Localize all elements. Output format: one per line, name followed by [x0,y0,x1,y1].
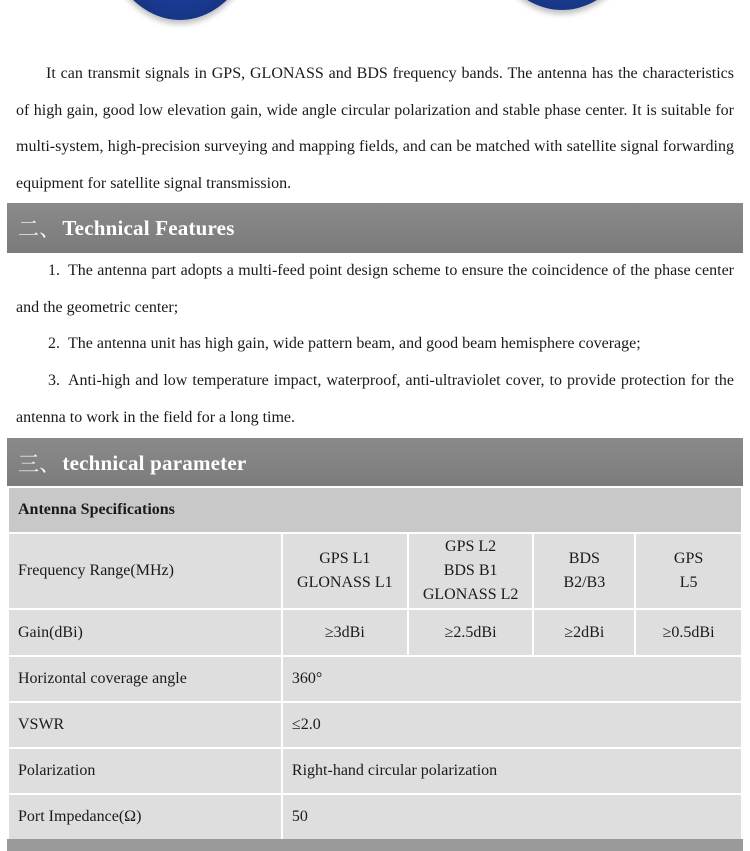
antenna-image-right [482,0,642,10]
row-label: Frequency Range(MHz) [8,533,282,609]
technical-parameter-heading [7,438,743,488]
table-row [8,609,742,656]
next-section-bar [7,839,743,851]
technical-features-heading [7,203,743,253]
band-cell: GPS L1 GLONASS L1 [282,533,408,609]
table-row [8,533,742,609]
table-title: Antenna Specifications [8,487,742,533]
feature-item: 1. The antenna part adopts a multi-feed point design scheme to ensure the coincidence of the phase center and the geometric center; [16,262,734,316]
row-label: Horizontal coverage angle [8,656,282,702]
feature-item: 2. The antenna unit has high gain, wide pattern beam, and good beam hemisphere coverage; [48,335,641,353]
table-row [8,794,742,840]
band-cell: BDS B2/B3 [533,533,635,609]
band-cell: GPS L5 [635,533,742,609]
table-row [8,656,742,702]
intro-text: It can transmit signals in GPS, GLONASS and BDS frequency bands. The antenna has the characteristics of high gain, good low elevation gain, wide angle circular polarization and stable phase center. It is suitable for multi-system, high-precision surveying and mapping fields, and can be matched with satellite signal forwarding equipment for satellite signal transmission. [16,65,734,193]
row-label: Polarization [8,748,282,794]
gain-cell: ≥0.5dBi [635,609,742,656]
table-row [8,748,742,794]
row-label: Gain(dBi) [8,609,282,656]
table-row [8,487,742,533]
row-value: 50 [282,794,742,840]
section-number: 二、 [18,217,61,241]
row-label: VSWR [8,702,282,748]
gain-cell: ≥3dBi [282,609,408,656]
product-image-strip [0,0,750,40]
spec-table [7,486,743,841]
section-number: 三、 [18,452,61,476]
section-title: technical parameter [62,450,247,475]
intro-paragraph [16,56,734,203]
table-row [8,702,742,748]
row-value: ≤2.0 [282,702,742,748]
features-list [16,253,734,437]
section-title: Technical Features [62,215,235,240]
antenna-image-left [100,0,260,20]
row-value: Right-hand circular polarization [282,748,742,794]
gain-cell: ≥2.5dBi [408,609,534,656]
row-value: 360° [282,656,742,702]
row-label: Port Impedance(Ω) [8,794,282,840]
band-cell: GPS L2 BDS B1 GLONASS L2 [408,533,534,609]
gain-cell: ≥2dBi [533,609,635,656]
feature-item: 3. Anti-high and low temperature impact, waterproof, anti-ultraviolet cover, to provide protection for the antenna to work in the field for a long time. [16,372,734,426]
